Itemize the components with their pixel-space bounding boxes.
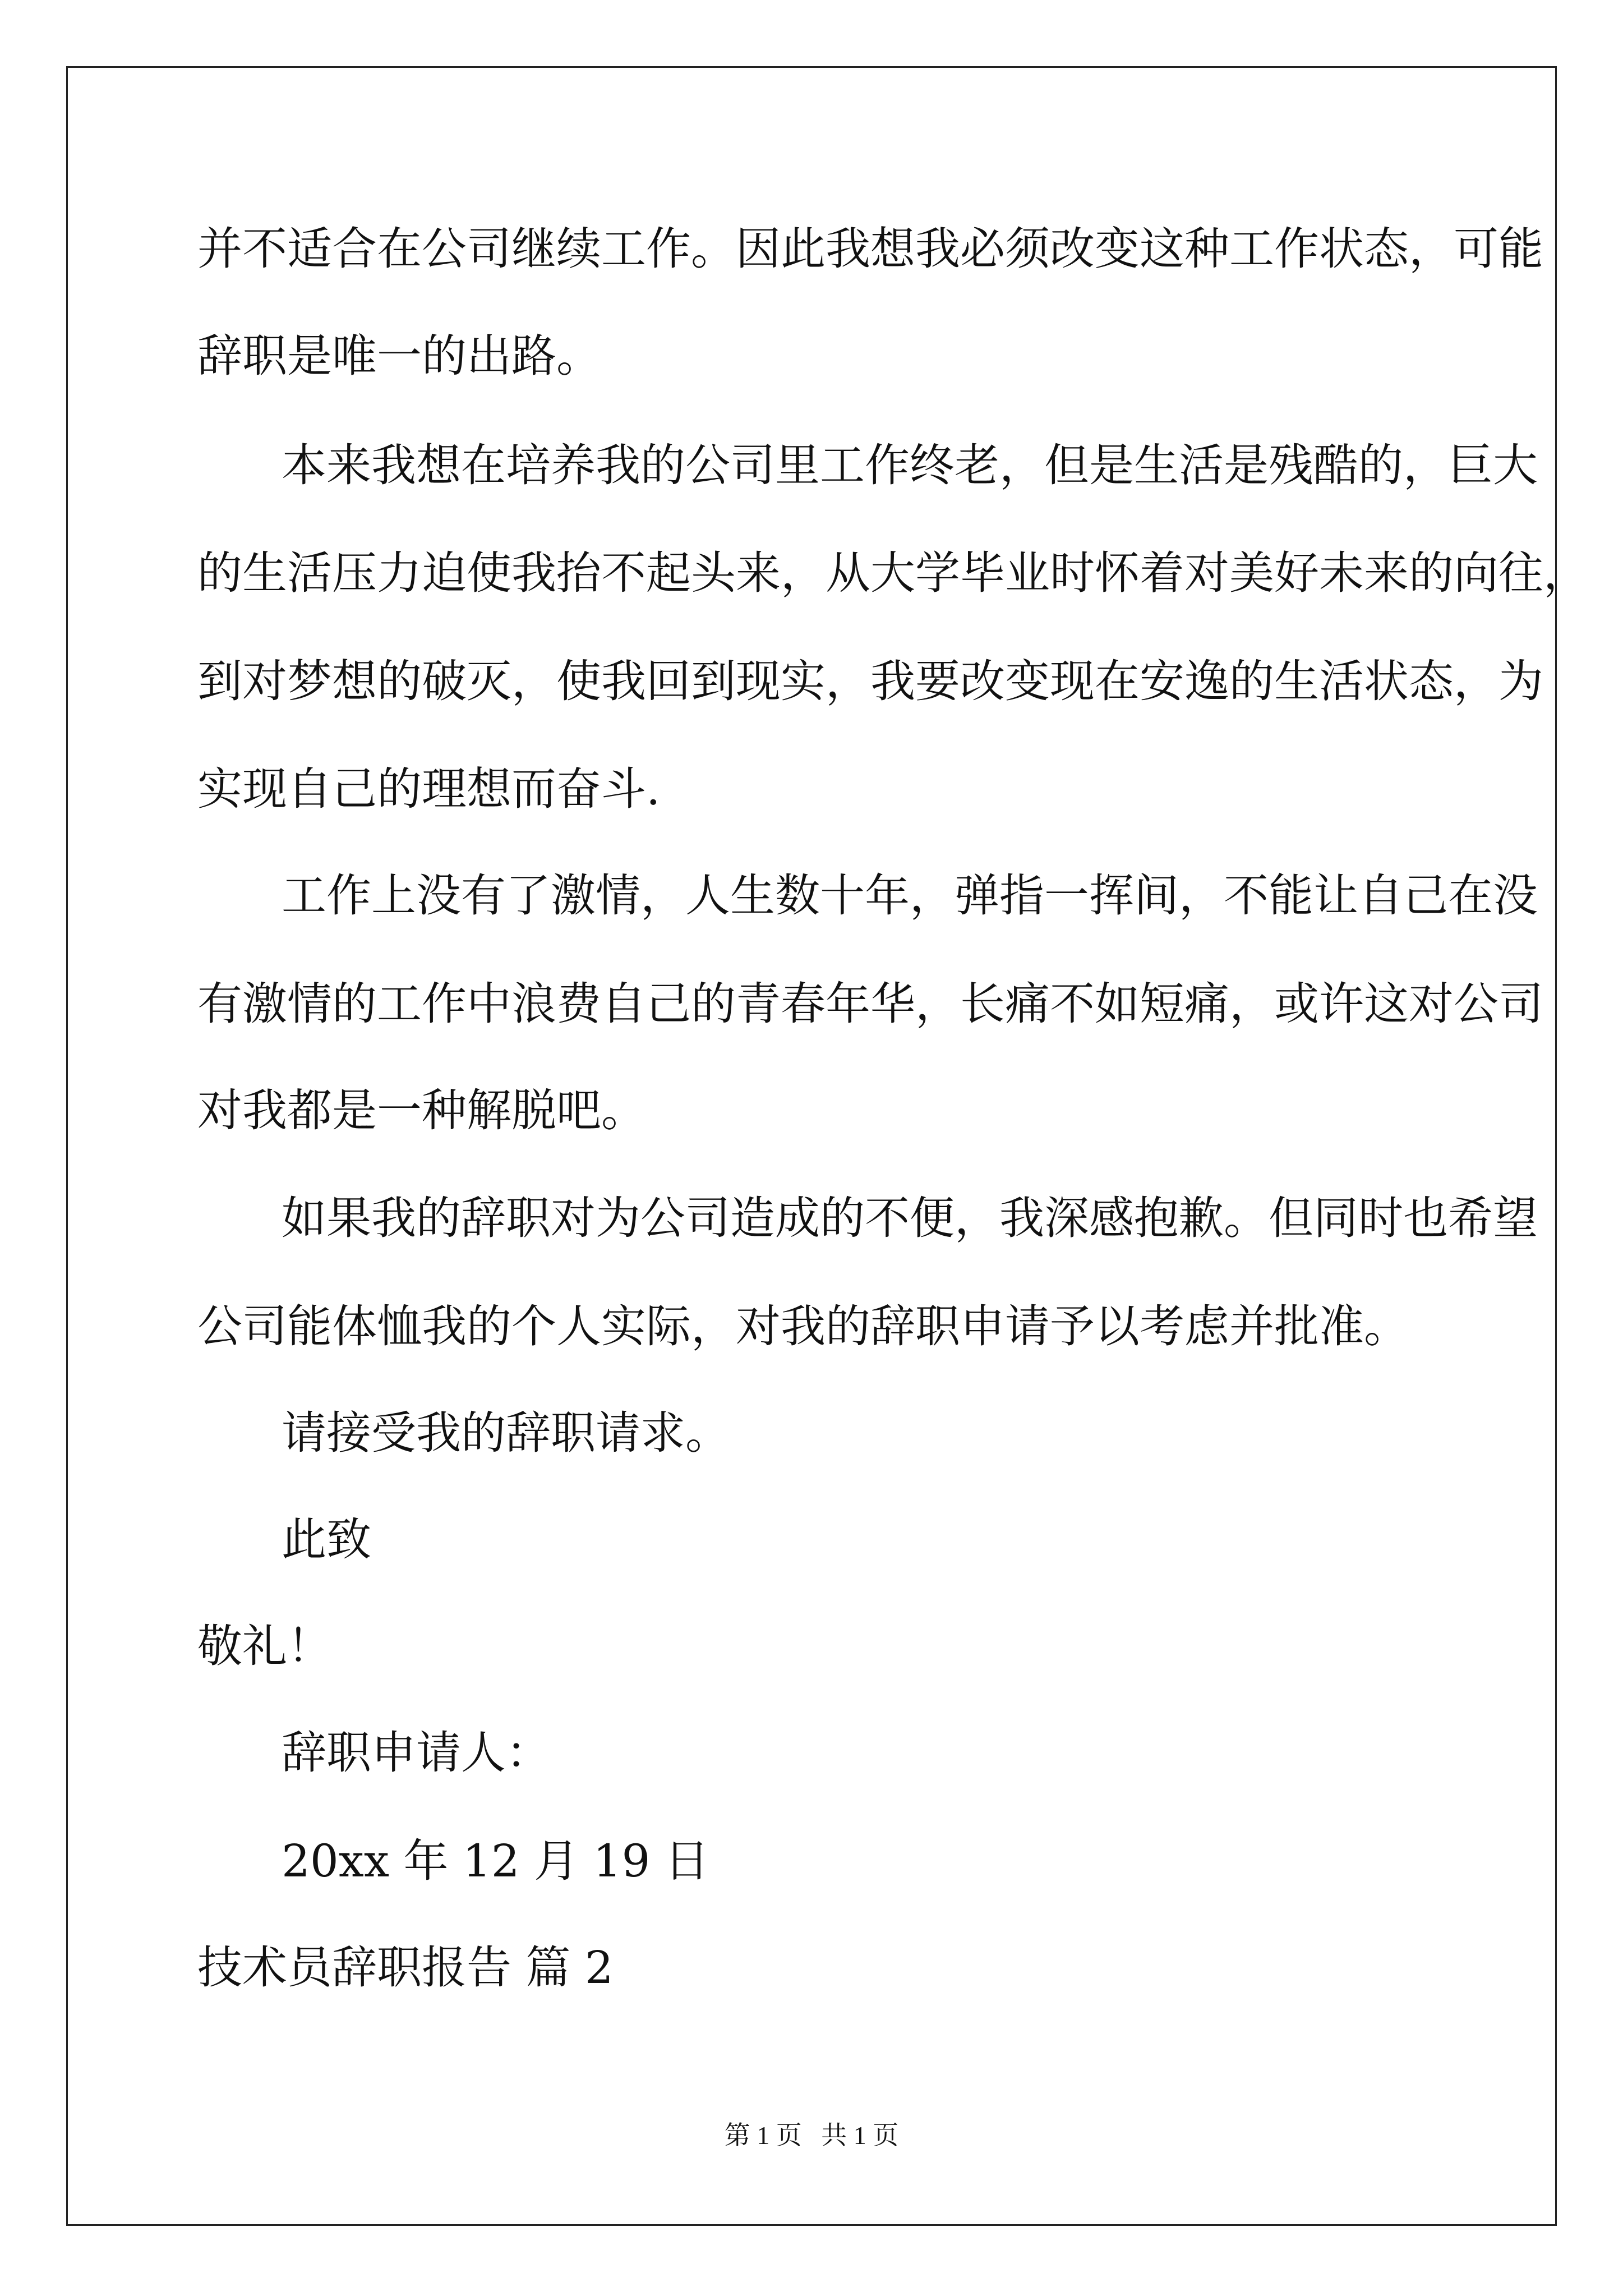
text-line-11: 公司能体恤我的个人实际，对我的辞职申请予以考虑并批准。 xyxy=(197,1300,1409,1352)
text-line-10: 如果我的辞职对为公司造成的不便，我深感抱歉。但同时也希望 xyxy=(282,1192,1538,1244)
text-line-1: 并不适合在公司继续工作。因此我想我必须改变这种工作状态，可能 xyxy=(197,223,1543,275)
text-line-17: 技术员辞职报告 篇 2 xyxy=(197,1941,614,1994)
text-line-5: 到对梦想的破灭，使我回到现实，我要改变现在安逸的生活状态，为 xyxy=(197,655,1543,707)
text-line-13: 此致 xyxy=(282,1513,371,1566)
text-line-6: 实现自己的理想而奋斗. xyxy=(197,763,661,815)
text-line-8: 有激情的工作中浪费自己的青春年华，长痛不如短痛，或许这对公司 xyxy=(197,978,1543,1030)
text-line-9: 对我都是一种解脱吧。 xyxy=(197,1084,646,1137)
text-line-14: 敬礼！ xyxy=(197,1620,332,1672)
text-line-12: 请接受我的辞职请求。 xyxy=(282,1407,730,1459)
text-line-16: 20xx 年 12 月 19 日 xyxy=(282,1835,709,1887)
text-line-15: 辞职申请人： xyxy=(282,1727,551,1779)
page-footer: 第 1 页 共 1 页 xyxy=(724,2121,899,2150)
text-line-4: 的生活压力迫使我抬不起头来，从大学毕业时怀着对美好未来的向往， xyxy=(197,547,1588,599)
text-line-7: 工作上没有了激情，人生数十年，弹指一挥间，不能让自己在没 xyxy=(282,869,1538,922)
page-border xyxy=(66,66,1557,2226)
text-line-3: 本来我想在培养我的公司里工作终老，但是生活是残酷的，巨大 xyxy=(282,439,1538,491)
text-line-2: 辞职是唯一的出路。 xyxy=(197,330,601,382)
